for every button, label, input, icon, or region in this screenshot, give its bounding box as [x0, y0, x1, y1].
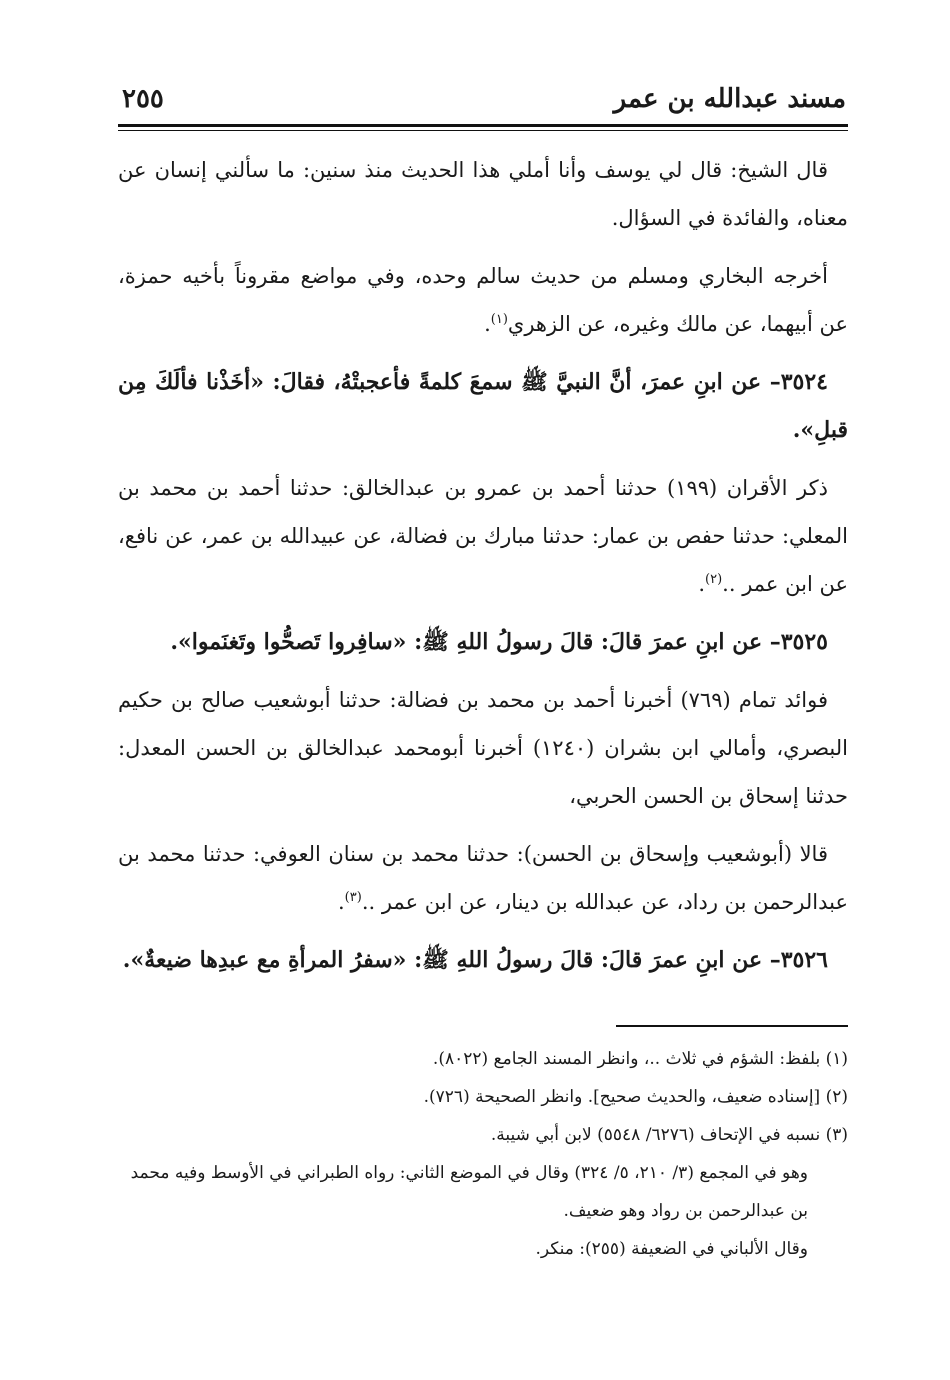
paragraph-text: أخرجه البخاري ومسلم من حديث سالم وحده، وفي مواضع مقروناً بأخيه حمزة، عن أبيهما، عن مالك وغيره، عن الزهري: [118, 264, 848, 336]
hadith-paragraph: [118, 618, 848, 666]
body-text: [118, 146, 848, 994]
hadith-paragraph: [118, 936, 848, 984]
footnote-marker: (٣): [344, 890, 362, 905]
paragraph-end: .: [484, 312, 491, 336]
hadith-text: ٣٥٢٤– عن ابنِ عمرَ، أنَّ النبيَّ ﷺ سمعَ كلمةً فأعجبتْهُ، فقالَ: «أخَذْنا فألَكَ مِن قبلِ».: [118, 369, 848, 443]
footnote-separator: [616, 1025, 848, 1027]
footnote-continuation: وهو في المجمع (٣/ ٢١٠، ٥/ ٣٢٤) وقال في الموضع الثاني: رواه الطبراني في الأوسط وفيه محمد بن عبدالرحمن بن رواد وهو ضعيف.: [130, 1163, 808, 1221]
footnotes: [118, 1040, 848, 1268]
hadith-paragraph: [118, 358, 848, 454]
hadith-text: ٣٥٢٦– عن ابنِ عمرَ قالَ: قالَ رسولُ اللهِ ﷺ: «سفرُ المرأةِ مع عبدِها ضيعةٌ».: [122, 947, 828, 973]
footnote-marker: (٢): [705, 572, 723, 587]
paragraph: [118, 252, 848, 348]
paragraph-end: .: [337, 890, 345, 914]
footnote-continuation: وقال الألباني في الضعيفة (٢٥٥): منكر.: [535, 1239, 808, 1259]
page-header: [118, 80, 846, 124]
footnote: (١) بلفظ: الشؤم في ثلاث ..، وانظر المسند الجامع (٨٠٢٢).: [432, 1049, 848, 1069]
running-title: مسند عبدالله بن عمر: [613, 84, 846, 114]
footnote: (٣) نسبه في الإتحاف (٦٢٧٦/ ٥٥٤٨) لابن أبي شيبة.: [490, 1125, 848, 1145]
paragraph-text: قال الشيخ: قال لي يوسف وأنا أملي هذا الحديث منذ سنين: ما سألني إنسان عن معناه، والفائدة في السؤال.: [118, 158, 848, 230]
paragraph: [118, 830, 848, 926]
paragraph: [118, 146, 848, 242]
page-number: ٢٥٥: [122, 84, 164, 114]
footnote-marker: (١): [490, 312, 508, 327]
header-rule-thin: [118, 130, 848, 131]
paragraph-text: قالا (أبوشعيب وإسحاق بن الحسن): حدثنا محمد بن سنان العوفي: حدثنا محمد بن عبدالرحمن بن رداد، عن عبدالله بن دينار، عن ابن عمر ..: [118, 842, 848, 914]
hadith-text: ٣٥٢٥– عن ابنِ عمرَ قالَ: قالَ رسولُ اللهِ ﷺ: «سافِروا تَصحُّوا وتَغنَموا».: [170, 629, 828, 655]
paragraph-text: فوائد تمام (٧٦٩) أخبرنا أحمد بن محمد بن فضالة: حدثنا أبوشعيب صالح بن حكيم البصري، وأمالي ابن بشران (١٢٤٠) أخبرنا أبومحمد عبدالخالق بن الحسن المعدل: حدثنا إسحاق بن الحسن الحربي،: [118, 688, 848, 808]
paragraph-text: ذكر الأقران (١٩٩) حدثنا أحمد بن عمرو بن عبدالخالق: حدثنا أحمد بن محمد بن المعلي: حدثنا حفص بن عمار: حدثنا مبارك بن فضالة، عن عبيدالله بن عمر، عن نافع، عن ابن عمر ..: [118, 476, 848, 596]
paragraph: [118, 676, 848, 820]
paragraph-end: .: [698, 572, 706, 596]
paragraph: [118, 464, 848, 608]
header-rule-thick: [118, 124, 848, 127]
footnote: (٢) [إسناده ضعيف، والحديث صحيح]. وانظر الصحيحة (٧٢٦).: [423, 1087, 848, 1107]
